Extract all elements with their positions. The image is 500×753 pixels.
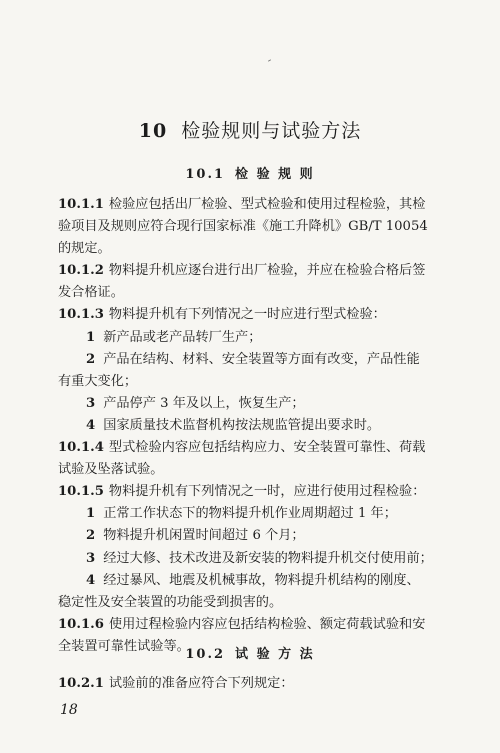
- text-line: [58, 194, 462, 216]
- list-item: [58, 525, 462, 547]
- clause-number: 10.2.1: [58, 676, 104, 691]
- text-content: 产品在结构、材料、安全装置等方面有改变，产品性能: [103, 351, 420, 367]
- clause-number: 10.1.4: [58, 440, 104, 456]
- text-line: [58, 371, 462, 393]
- clause-paragraph: [58, 260, 462, 304]
- text-content: 发合格证。: [58, 285, 124, 301]
- section-10-1-body: [58, 194, 462, 658]
- text-line: [58, 393, 462, 415]
- section-10-1-heading: [0, 163, 500, 182]
- clause-number: 10.1.1: [58, 197, 104, 212]
- text-content: 使用过程检验内容应包括结构检验、额定荷载试验和安: [108, 616, 426, 632]
- clause-paragraph: [58, 304, 462, 326]
- text-content: 有重大变化；: [58, 373, 138, 389]
- text-line: [58, 327, 462, 349]
- list-item: [58, 349, 462, 393]
- chapter-title-text: 检验规则与试验方法: [181, 120, 362, 142]
- text-line: [58, 216, 462, 238]
- text-content: 经过大修、技术改进及新安装的物料提升机交付使用前；: [103, 550, 433, 566]
- text-content: 物料提升机有下列情况之一时应进行型式检验：: [108, 307, 386, 323]
- text-line: [58, 481, 462, 503]
- clause-number: 10.1.2: [58, 263, 104, 279]
- section-10-2-body: [58, 673, 462, 695]
- text-line: [58, 282, 462, 304]
- clause-paragraph: [58, 673, 462, 695]
- item-number: 3: [86, 550, 96, 566]
- section-number: 10.1: [185, 167, 226, 182]
- clause-paragraph: [58, 437, 462, 481]
- list-item: [58, 503, 462, 525]
- text-content: 物料提升机闲置时间超过 6 个月；: [103, 528, 305, 544]
- text-line: [58, 415, 462, 437]
- text-line: [58, 548, 462, 570]
- text-line: [58, 525, 462, 547]
- text-content: 全装置可靠性试验等。: [58, 638, 190, 654]
- text-line: [58, 349, 462, 371]
- clause-paragraph: [58, 481, 462, 503]
- text-line: [58, 304, 462, 326]
- scan-speck: [268, 59, 271, 61]
- text-line: [58, 673, 462, 695]
- text-content: 物料提升机有下列情况之一时，应进行使用过程检验：: [108, 484, 426, 500]
- text-line: [58, 260, 462, 282]
- text-line: [58, 570, 462, 592]
- list-item: [58, 393, 462, 415]
- item-number: 2: [86, 351, 96, 367]
- page-number: 18: [60, 702, 78, 718]
- clause-number: 10.1.5: [58, 484, 104, 500]
- text-content: 产品停产 3 年及以上，恢复生产；: [103, 395, 305, 411]
- text-line: [58, 437, 462, 459]
- item-number: 3: [86, 395, 96, 411]
- list-item: [58, 570, 462, 614]
- text-content: 试验及坠落试验。: [58, 462, 164, 478]
- item-number: 4: [86, 417, 96, 433]
- chapter-title: [0, 116, 500, 143]
- item-number: 1: [86, 506, 96, 522]
- item-number: 1: [86, 329, 96, 345]
- section-title: 试 验 方 法: [235, 647, 315, 662]
- list-item: [58, 415, 462, 437]
- text-line: [58, 503, 462, 525]
- text-line: [58, 459, 462, 481]
- item-number: 2: [86, 528, 96, 544]
- text-line: [58, 614, 462, 636]
- text-content: 检验应包括出厂检验、型式检验和使用过程检验，其检: [108, 197, 426, 212]
- text-content: 型式检验内容应包括结构应力、安全装置可靠性、荷载: [108, 440, 426, 456]
- text-content: 的规定。: [58, 241, 111, 257]
- section-title: 检 验 规 则: [235, 167, 315, 182]
- section-number: 10.2: [185, 647, 226, 662]
- clause-number: 10.1.3: [58, 307, 104, 323]
- text-content: 正常工作状态下的物料提升机作业周期超过 1 年；: [103, 506, 397, 522]
- item-number: 4: [86, 572, 96, 588]
- text-content: 验项目及规则应符合现行国家标准《施工升降机》GB/T 10054: [58, 219, 428, 235]
- text-content: 新产品或老产品转厂生产；: [103, 329, 262, 345]
- text-line: [58, 238, 462, 260]
- text-content: 稳定性及安全装置的功能受到损害的。: [58, 594, 283, 610]
- section-10-2-heading: [0, 643, 500, 662]
- text-content: 经过暴风、地震及机械事故，物料提升机结构的刚度、: [103, 572, 420, 588]
- list-item: [58, 548, 462, 570]
- text-content: 试验前的准备应符合下列规定：: [108, 676, 294, 691]
- clause-paragraph: [58, 194, 462, 260]
- text-line: [58, 592, 462, 614]
- text-content: 国家质量技术监督机构按法规监管提出要求时。: [103, 417, 381, 433]
- chapter-number: 10: [138, 120, 168, 142]
- list-item: [58, 327, 462, 349]
- text-content: 物料提升机应逐台进行出厂检验，并应在检验合格后签: [108, 263, 426, 279]
- clause-number: 10.1.6: [58, 616, 104, 632]
